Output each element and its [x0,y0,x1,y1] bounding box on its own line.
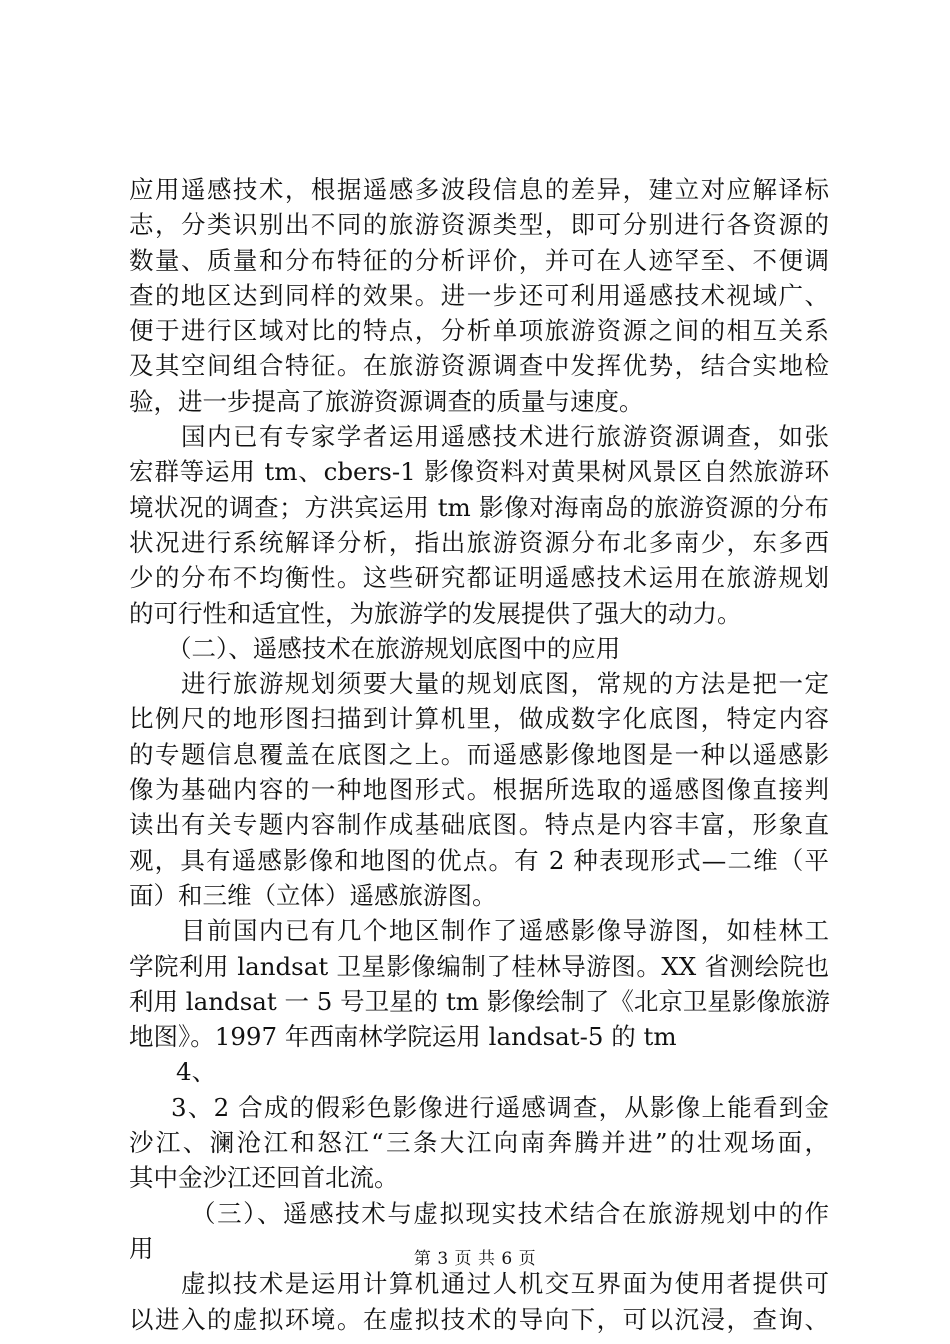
text-line: 验，进一步提高了旅游资源调查的质量与速度。 [129,386,644,416]
text-line: 志，分类识别出不同的旅游资源类型，即可分别进行各资源的 [129,210,829,240]
text-line: 国内已有专家学者运用遥感技术进行旅游资源调查，如张 [181,422,829,452]
text-line: （二）、遥感技术在旅游规划底图中的应用 [167,633,621,663]
text-line: 读出有关专题内容制作成基础底图。特点是内容丰富，形象直 [129,810,829,840]
text-line: 面）和三维（立体）遥感旅游图。 [129,880,497,910]
text-line: 利用 landsat 一 5 号卫星的 tm 影像绘制了《北京卫星影像旅游 [129,986,830,1016]
text-line: 进行旅游规划须要大量的规划底图，常规的方法是把一定 [181,669,829,699]
text-line: 3、2 合成的假彩色影像进行遥感调查，从影像上能看到金 [171,1092,829,1122]
text-line: 境状况的调查；方洪宾运用 tm 影像对海南岛的旅游资源的分布 [129,492,829,522]
text-line: 像为基础内容的一种地图形式。根据所选取的遥感图像直接判 [129,775,829,805]
text-line: 用 [129,1233,154,1263]
text-line: 比例尺的地形图扫描到计算机里，做成数字化底图，特定内容 [129,704,829,734]
text-line: 虚拟技术是运用计算机通过人机交互界面为使用者提供可 [181,1269,829,1299]
text-line: 数量、质量和分布特征的分析评价，并可在人迹罕至、不便调 [129,245,829,275]
text-line: 状况进行系统解译分析，指出旅游资源分布北多南少，东多西 [129,527,829,557]
text-line: 沙江、澜沧江和怒江“三条大江向南奔腾并进”的壮观场面， [129,1128,829,1158]
text-line: 少的分布不均衡性。这些研究都证明遥感技术运用在旅游规划 [129,563,829,593]
text-line: 便于进行区域对比的特点，分析单项旅游资源之间的相互关系 [129,316,829,346]
text-line: 的专题信息覆盖在底图之上。而遥感影像地图是一种以遥感影 [129,739,829,769]
text-line: 及其空间组合特征。在旅游资源调查中发挥优势，结合实地检 [129,351,829,381]
text-line: （三）、遥感技术与虚拟现实技术结合在旅游规划中的作 [191,1198,829,1228]
text-line: 地图》。1997 年西南林学院运用 landsat-5 的 tm [129,1022,677,1052]
page-footer: 第 3 页 共 6 页 [413,1249,537,1269]
text-line: 查的地区达到同样的效果。进一步还可利用遥感技术视域广、 [129,280,829,310]
text-line: 4、 [176,1057,217,1087]
text-line: 目前国内已有几个地区制作了遥感影像导游图，如桂林工 [181,916,829,946]
text-line: 以进入的虚拟环境。在虚拟技术的导向下，可以沉浸，查询、 [129,1304,829,1334]
text-line: 应用遥感技术，根据遥感多波段信息的差异，建立对应解译标 [129,175,829,204]
text-line: 观，具有遥感影像和地图的优点。有 2 种表现形式—二维（平 [129,845,829,875]
text-line: 的可行性和适宜性，为旅游学的发展提供了强大的动力。 [129,598,742,628]
text-line: 学院利用 landsat 卫星影像编制了桂林导游图。XX 省测绘院也 [129,951,829,981]
body-text [129,172,829,1337]
text-line: 其中金沙江还回首北流。 [129,1163,399,1193]
text-line: 宏群等运用 tm、cbers-1 影像资料对黄果树风景区自然旅游环 [129,457,829,487]
